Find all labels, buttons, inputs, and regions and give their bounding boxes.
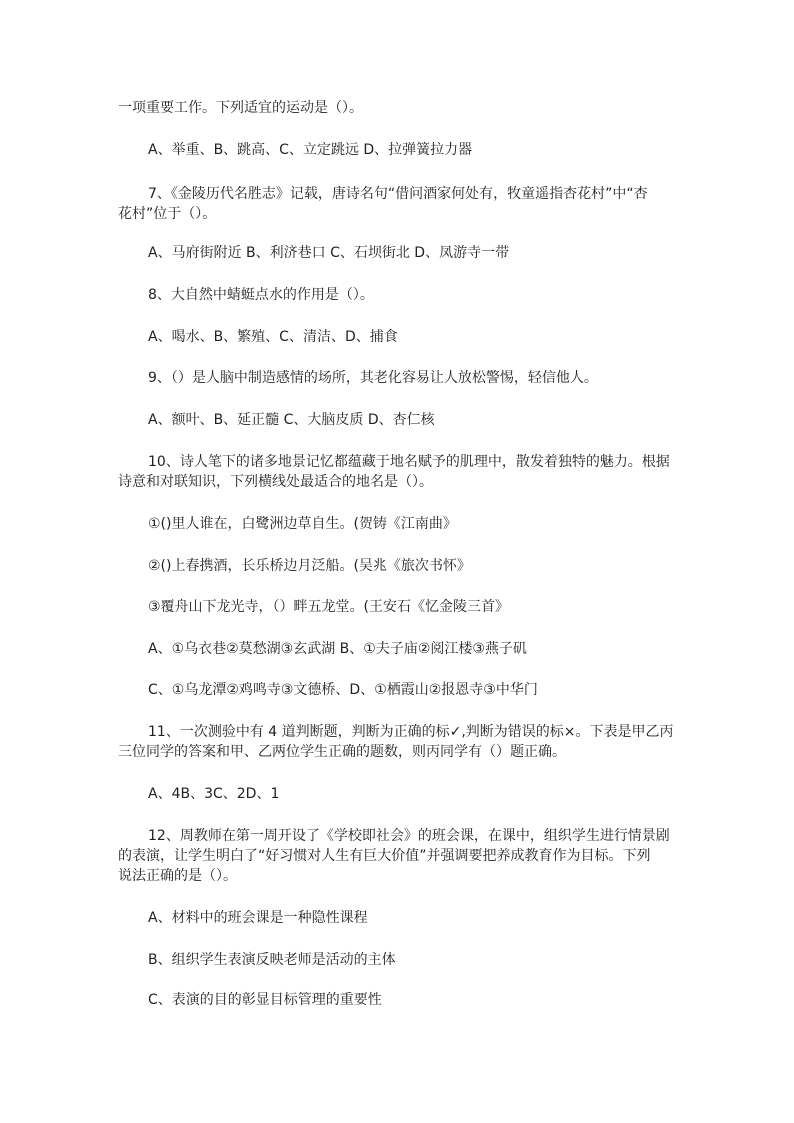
text-line: C、①乌龙潭②鸡鸣寺③文德桥、D、①栖霞山②报恩寺③中华门 bbox=[148, 682, 538, 698]
text-line: 说法正确的是（）。 bbox=[118, 868, 237, 884]
text-line: C、表演的目的彰显目标管理的重要性 bbox=[148, 992, 382, 1008]
text-line: A、喝水、B、繁殖、C、清洁、D、捕食 bbox=[148, 329, 398, 345]
text-line: 花村”位于（）。 bbox=[118, 206, 217, 222]
paragraph bbox=[118, 722, 678, 762]
text-line: 一项重要工作。下列适宜的运动是（）。 bbox=[118, 100, 363, 116]
paragraph bbox=[118, 452, 678, 492]
text-line: 12、周教师在第一周开设了《学校即社会》的班会课，在课中，组织学生进行情景剧 bbox=[148, 828, 670, 844]
text-line: 三位同学的答案和甲、乙两位学生正确的题数，则丙同学有（）题正确。 bbox=[118, 744, 566, 760]
text-line: 11、一次测验中有 4 道判断题，判断为正确的标✓,判断为错误的标×。下表是甲乙丙 bbox=[148, 724, 674, 740]
text-line: A、马府街附近 B、利济巷口 C、石坝街北 D、凤游寺一带 bbox=[148, 245, 510, 261]
paragraph bbox=[118, 556, 678, 576]
paragraph bbox=[118, 98, 678, 118]
text-line: 10、诗人笔下的诸多地景记忆都蕴藏于地名赋予的肌理中，散发着独特的魅力。根据 bbox=[148, 454, 670, 470]
paragraph bbox=[118, 639, 678, 659]
text-line: B、组织学生表演反映老师是活动的主体 bbox=[148, 952, 396, 968]
paragraph bbox=[118, 243, 678, 263]
text-line: 7、《金陵历代名胜志》记载，唐诗名句“借问酒家何处有，牧童遥指杏花村”中“杏 bbox=[148, 186, 648, 202]
paragraph bbox=[118, 184, 678, 224]
paragraph bbox=[118, 908, 678, 928]
text-line: A、额叶、B、延正髓 C、大脑皮质 D、杏仁核 bbox=[148, 412, 435, 428]
paragraph bbox=[118, 285, 678, 305]
text-line: 诗意和对联知识，下列横线处最适合的地名是（）。 bbox=[118, 474, 433, 490]
text-line: ③覆舟山下龙光寺，（）畔五龙堂。(王安石《忆金陵三首》 bbox=[148, 599, 510, 615]
text-line: ②()上春携酒，长乐桥边月泛船。(吴兆《旅次书怀》 bbox=[148, 558, 471, 574]
paragraph bbox=[118, 826, 678, 886]
paragraph bbox=[118, 597, 678, 617]
paragraph bbox=[118, 327, 678, 347]
text-line: A、4B、3C、2D、1 bbox=[148, 786, 280, 802]
paragraph bbox=[118, 514, 678, 534]
paragraph bbox=[118, 950, 678, 970]
paragraph bbox=[118, 410, 678, 430]
text-line: A、①乌衣巷②莫愁湖③玄武湖 B、①夫子庙②阅江楼③燕子矶 bbox=[148, 641, 527, 657]
text-line: A、举重、B、跳高、C、立定跳远 D、拉弹簧拉力器 bbox=[148, 142, 473, 158]
text-line: ①()里人谁在，白鹭洲边草自生。(贺铸《江南曲》 bbox=[148, 516, 457, 532]
paragraph bbox=[118, 140, 678, 160]
paragraph bbox=[118, 680, 678, 700]
text-line: 8、大自然中蜻蜓点水的作用是（）。 bbox=[148, 287, 374, 303]
paragraph bbox=[118, 990, 678, 1010]
text-line: 9、（）是人脑中制造感情的场所，其老化容易让人放松警惕，轻信他人。 bbox=[148, 370, 598, 386]
text-line: A、材料中的班会课是一种隐性课程 bbox=[148, 910, 368, 926]
text-line: 的表演，让学生明白了“好习惯对人生有巨大价值”并强调要把养成教育作为目标。下列 bbox=[118, 848, 651, 864]
paragraph bbox=[118, 784, 678, 804]
paragraph bbox=[118, 368, 678, 388]
